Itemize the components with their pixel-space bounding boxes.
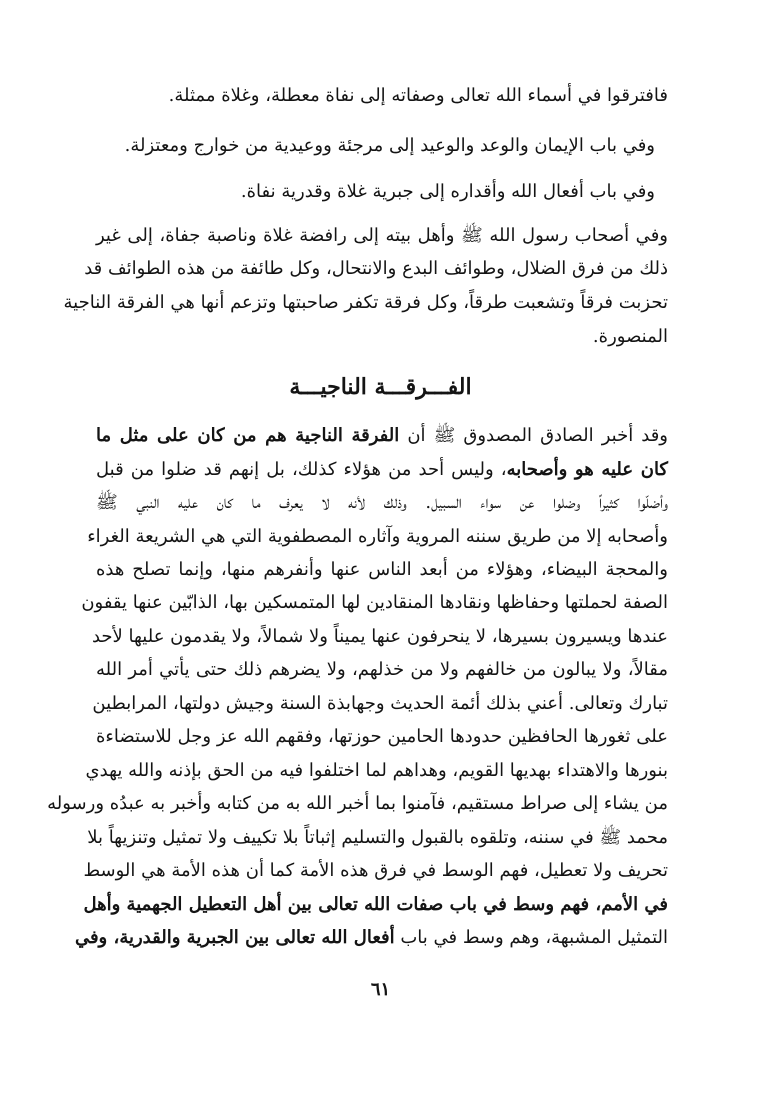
text-run-bold: الفرقة الناجية هم من كان على مثل ما	[96, 425, 400, 446]
text-line: بنورها والاهتداء بهديها القويم، وهداهم لما اختلفوا فيه من الحق بإذنه والله يهدي	[85, 760, 668, 781]
text-line: المنصورة.	[592, 326, 668, 347]
text-run-bold: أفعال الله تعالى بين الجبرية والقدرية، وفي	[74, 927, 395, 948]
text-line	[96, 424, 668, 448]
text-line: وفي باب الإيمان والوعد والوعيد إلى مرجئة ووعيدية من خوارج ومعتزلة.	[124, 135, 655, 156]
text-line: مقالاً، ولا يبالون من خالفهم ولا من خذلهم، ولا يضرهم ذلك حتى يأتي أمر الله	[96, 659, 668, 680]
text-run: وقد أخبر الصادق المصدوق ﷺ أن	[399, 425, 669, 446]
text-line	[83, 893, 668, 917]
text-line: تحزبت فرقاً وتشعبت طرقاً، وكل فرقة تكفر صاحبتها وتزعم أنها هي الفرقة الناجية	[63, 292, 668, 313]
text-line: على ثغورها الحافظين حدودها الحامين حوزتها، وفقهم الله عز وجل للاستضاءة	[96, 726, 668, 747]
text-run: التمثيل المشبهة، وهم وسط في باب	[394, 927, 668, 948]
text-line: ذلك من فرق الضلال، وطوائف البدع والانتحال، وكل طائفة من هذه الطوائف قد	[84, 258, 668, 279]
text-line: تبارك وتعالى. أعني بذلك أئمة الحديث وجهابذة السنة وجيش دولتها، المرابطين	[92, 693, 668, 714]
text-line	[96, 458, 668, 482]
text-line: الصفة لحملتها وحفاظها ونقادها المنقادين لها المتمسكين بها، الذابّين عنها يقفون	[81, 592, 668, 613]
text-line: من يشاء إلى صراط مستقيم، فآمنوا بما أخبر الله به من كتابه وأخبر به عبدُه ورسوله	[47, 793, 668, 814]
main-paragraph	[47, 424, 669, 964]
text-run-bold: كان عليه هو وأصحابه	[506, 459, 669, 480]
text-line: والمحجة البيضاء، وهؤلاء من أبعد الناس عنها وأنفرهم منها، وإنما تصلح هذه	[96, 559, 668, 580]
text-line: عندها ويسيرون بسيرها، لا ينحرفون عنها يميناً ولا شمالاً، ولا يقدمون عليها لأحد	[91, 626, 668, 647]
text-line: وأصحابه إلا من طريق سننه المروية وآثاره المصطفوية التي هي الشريعة الغراء	[87, 526, 668, 547]
text-line: وفي باب أفعال الله وأقداره إلى جبرية غلاة وقدرية نفاة.	[240, 181, 655, 202]
text-line: وأضلّوا كثيراً وضلوا عن سواء السبيل. وذلك لأنه لا يعرف ما كان عليه النبي ﷺ	[96, 492, 668, 513]
text-run: ، وليس أحد من هؤلاء كذلك، بل إنهم قد ضلوا من قبل	[96, 459, 507, 480]
intro-paragraphs	[63, 84, 668, 374]
section-heading: الفـــرقـــة الناجيـــة	[289, 374, 472, 400]
text-line: وفي أصحاب رسول الله ﷺ وأهل بيته إلى رافضة غلاة وناصبة جفاة، إلى غير	[96, 225, 668, 246]
text-line: محمد ﷺ في سننه، وتلقوه بالقبول والتسليم إثباتاً بلا تكييف ولا تمثيل وتنزيهاً بلا	[87, 827, 668, 848]
text-line: تحريف ولا تعطيل، فهم الوسط في فرق هذه الأمة كما أن هذه الأمة هي الوسط	[83, 860, 668, 881]
text-run-bold: في الأمم، فهم وسط في باب صفات الله تعالى بين أهل التعطيل الجهمية وأهل	[83, 894, 668, 915]
page-number: ٦١	[370, 979, 391, 1000]
text-line: فافترقوا في أسماء الله تعالى وصفاته إلى نفاة معطلة، وغلاة ممثلة.	[168, 85, 668, 106]
text-line	[74, 926, 668, 950]
